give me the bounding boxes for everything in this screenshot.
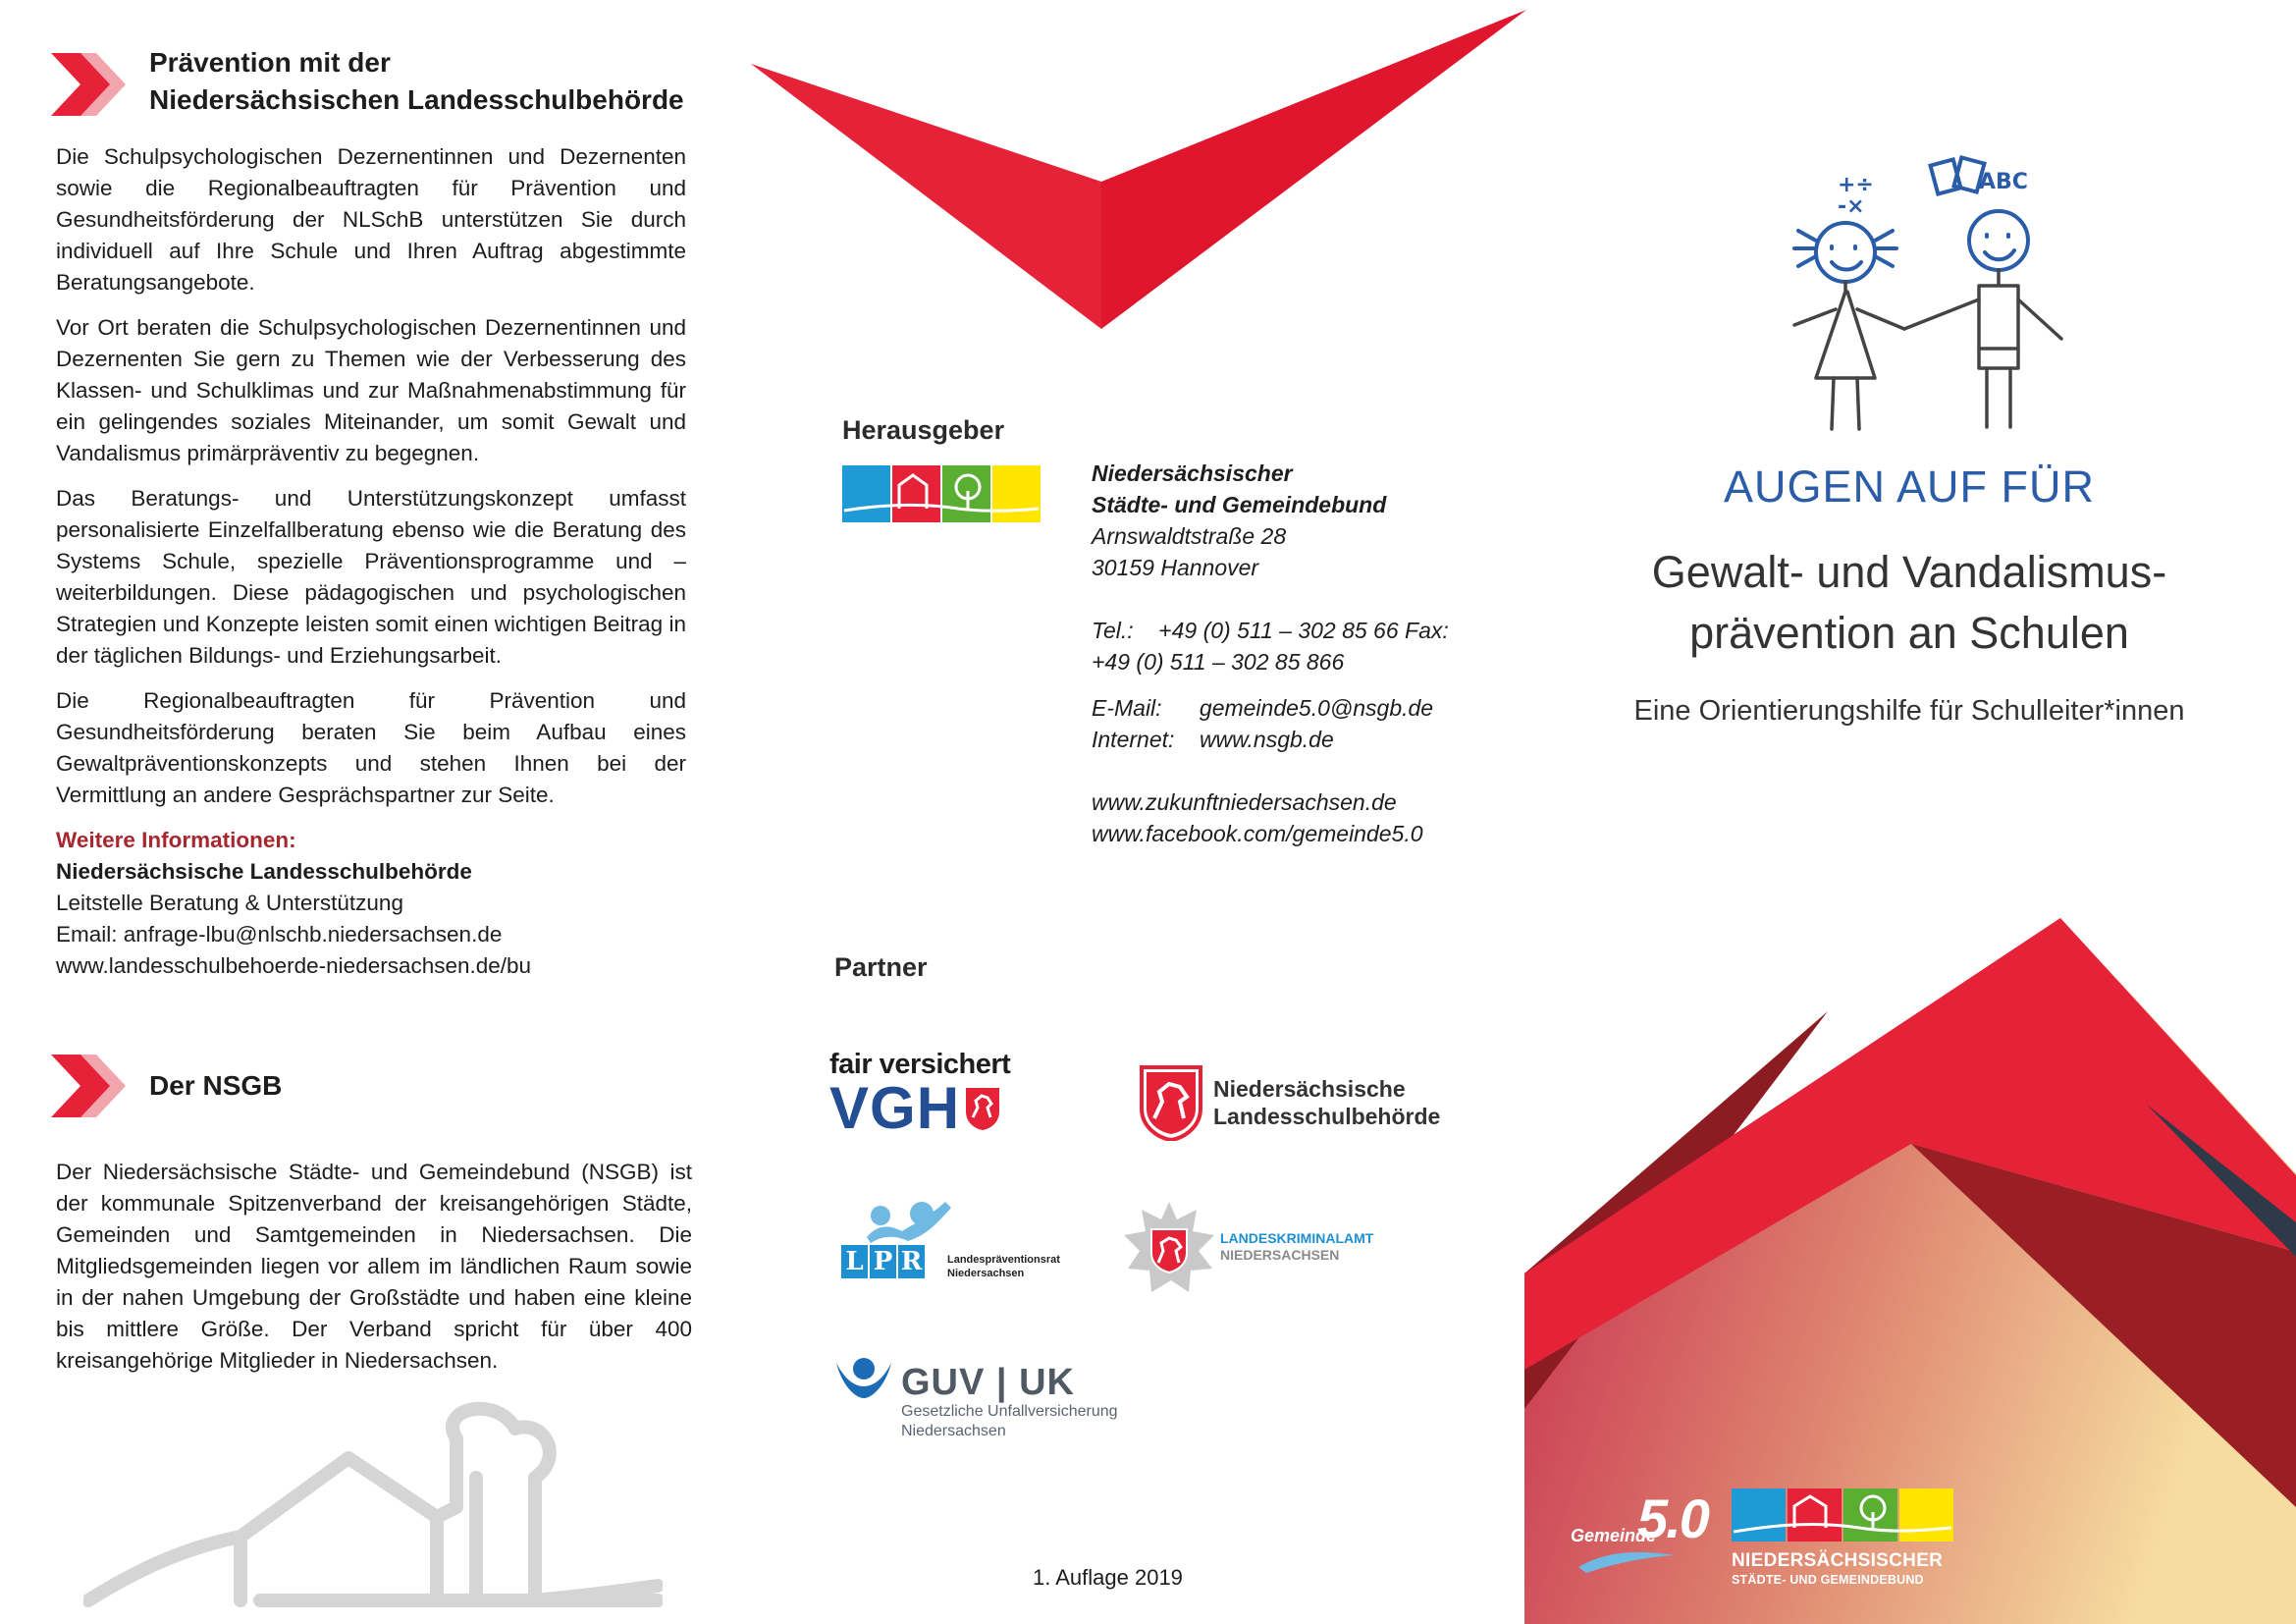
village-outline-graphic	[83, 1399, 663, 1615]
info-line: Leitstelle Beratung & Unterstützung	[56, 891, 403, 915]
prevention-body	[56, 141, 686, 982]
partner-label: Partner	[834, 952, 928, 982]
cover-kicker: AUGEN AUF FÜR	[1723, 461, 2096, 512]
publisher-label: Herausgeber	[842, 415, 1005, 445]
math-symbols-label: -×	[1838, 194, 1865, 219]
edition-note: 1. Auflage 2019	[1033, 1565, 1183, 1590]
lka-name: NIEDERSACHSEN	[1220, 1247, 1340, 1263]
swoosh-icon	[1576, 1547, 1684, 1573]
cover-title-line: prävention an Schulen	[1689, 608, 2129, 658]
paragraph: Die Regionalbeauftragten für Prävention und Gesundheitsförderung beraten Sie beim Aufbau eines Gewaltpräventionskonzepts und stehen Ihnen bei der Vermittlung an andere Gesprächspartner zur Seite.	[56, 688, 686, 807]
cover-subtitle: Eine Orientierungshilfe für Schulleiter*innen	[1633, 695, 2185, 727]
lpr-letter: R	[898, 1245, 925, 1278]
vgh-tagline: fair versichert	[829, 1049, 1011, 1080]
guv-name: Niedersachsen	[901, 1423, 1006, 1439]
lpr-figures-icon	[867, 1196, 955, 1243]
nsgb-logo	[842, 465, 1041, 522]
vgh-wordmark: VGH	[829, 1075, 961, 1141]
math-symbols-label: +÷	[1838, 173, 1874, 197]
lpr-name: Niedersachsen	[947, 1268, 1025, 1279]
gemeinde-5-logo	[1569, 1479, 1708, 1573]
publisher-name: Städte- und Gemeindebund	[1092, 492, 1387, 517]
section-title-line: Niedersächsischen Landesschulbehörde	[149, 84, 684, 115]
vgh-logo	[829, 1049, 1036, 1140]
abc-label: ABC	[1979, 170, 2028, 194]
publisher-fax: +49 (0) 511 – 302 85 866	[1092, 649, 1345, 675]
publisher-internet-link[interactable]: Internet: www.nsgb.de	[1092, 727, 1334, 752]
lka-name: LANDESKRIMINALAMT	[1220, 1230, 1374, 1246]
chevron-right-icon	[51, 53, 126, 116]
publisher-web-link[interactable]: www.zukunftniedersachsen.de	[1092, 789, 1397, 815]
publisher-address	[1092, 458, 1504, 849]
nsgb-cover-name: STÄDTE- UND GEMEINDEBUND	[1732, 1573, 1924, 1587]
paragraph: Der Niedersächsische Städte- und Gemeindebund (NSGB) ist der kommunale Spitzenverband der kreisangehörigen Städte, Gemeinden und Samtgemeinden in Niedersachsen. Die Mitgliedsgemeinden liegen vor allem im ländlichen Raum sowie in der nahen Umgebung der Großstädte und haben eine kleine bis mittlere Größe. Der Verband spricht für über 400 kreisangehörige Mitglieder in Niedersachsen.	[56, 1160, 692, 1373]
section-title-nsgb: Der NSGB	[149, 1070, 283, 1101]
lpr-logo	[839, 1196, 1075, 1294]
info-heading: Weitere Informationen:	[56, 828, 296, 852]
info-web-link[interactable]: www.landesschulbehoerde-niedersachsen.de/bu	[56, 953, 532, 978]
publisher-street: Arnswaldtstraße 28	[1092, 523, 1287, 549]
lpr-name: Landespräventionsrat	[947, 1254, 1060, 1266]
horse-shield-icon	[964, 1086, 1001, 1131]
paragraph: Vor Ort beraten die Schulpsychologischen Dezernentinnen und Dezernenten Sie gern zu Themen wie der Verbesserung des Klassen- und Schulklimas und zur Maßnahmenabstimmung für ein gelingendes soziales Miteinander, um somit Gewalt und Vandalismus primärpräventiv zu begegnen.	[56, 315, 686, 465]
publisher-tel: Tel.: +49 (0) 511 – 302 85 66 Fax:	[1092, 618, 1449, 643]
lpr-letter: L	[841, 1245, 868, 1278]
cover-title	[1571, 542, 2248, 664]
publisher-city: 30159 Hannover	[1092, 555, 1259, 580]
lpr-letter: P	[870, 1245, 896, 1278]
guv-wordmark: GUV | UK	[901, 1362, 1075, 1403]
nlschb-logo	[1139, 1064, 1440, 1141]
section-title-prevention	[149, 44, 719, 119]
horse-shield-icon	[1139, 1064, 1203, 1141]
children-drawing	[1747, 142, 2110, 437]
publisher-name: Niedersächsischer	[1092, 460, 1293, 486]
nsgb-cover-logo	[1732, 1489, 1953, 1588]
info-email-link[interactable]: Email: anfrage-lbu@nlschb.niedersachsen.de	[56, 922, 503, 947]
guv-name: Gesetzliche Unfallversicherung	[901, 1403, 1118, 1420]
section-title-line: Prävention mit der	[149, 47, 391, 78]
publisher-facebook-link[interactable]: www.facebook.com/gemeinde5.0	[1092, 821, 1423, 846]
chevron-right-icon	[51, 1055, 126, 1117]
nlschb-name: Niedersächsische	[1213, 1076, 1406, 1102]
police-star-icon	[1122, 1200, 1216, 1294]
cover-title-line: Gewalt- und Vandalismus-	[1651, 547, 2167, 597]
publisher-email-link[interactable]: E-Mail: gemeinde5.0@nsgb.de	[1092, 695, 1434, 721]
lka-logo	[1122, 1200, 1373, 1294]
nsgb-cover-name: NIEDERSÄCHSISCHER	[1732, 1550, 1944, 1571]
info-org: Niedersächsische Landesschulbehörde	[56, 859, 472, 884]
gemeinde-number: 5.0	[1637, 1488, 1708, 1549]
paragraph: Die Schulpsychologischen Dezernentinnen und Dezernenten sowie die Regionalbeauftragten für Prävention und Gesundheitsförderung der NLSchB unterstützen Sie durch individuell auf Ihre Schule und Ihren Auftrag abgestimmte Beratungsangebote.	[56, 144, 686, 295]
paragraph: Das Beratungs- und Unterstützungskonzept umfasst personalisierte Einzelfallberatung ebenso wie die Beratung des Systems Schule, spezielle Präventionsprogramme und –weiterbildungen. Diese pädagogischen und psychologischen Strategien und Konzepte leisten somit einen wichtigen Beitrag in der täglichen Bildungs- und Erziehungsarbeit.	[56, 486, 686, 668]
gemeinde-word: Gemeinde	[1571, 1526, 1657, 1545]
nsgb-color-bars-icon	[1732, 1489, 1953, 1542]
red-chevron-graphic	[751, 10, 1526, 329]
guv-uk-logo	[834, 1357, 1118, 1441]
nlschb-name: Landesschulbehörde	[1213, 1104, 1441, 1129]
guv-emblem-icon	[834, 1357, 893, 1404]
